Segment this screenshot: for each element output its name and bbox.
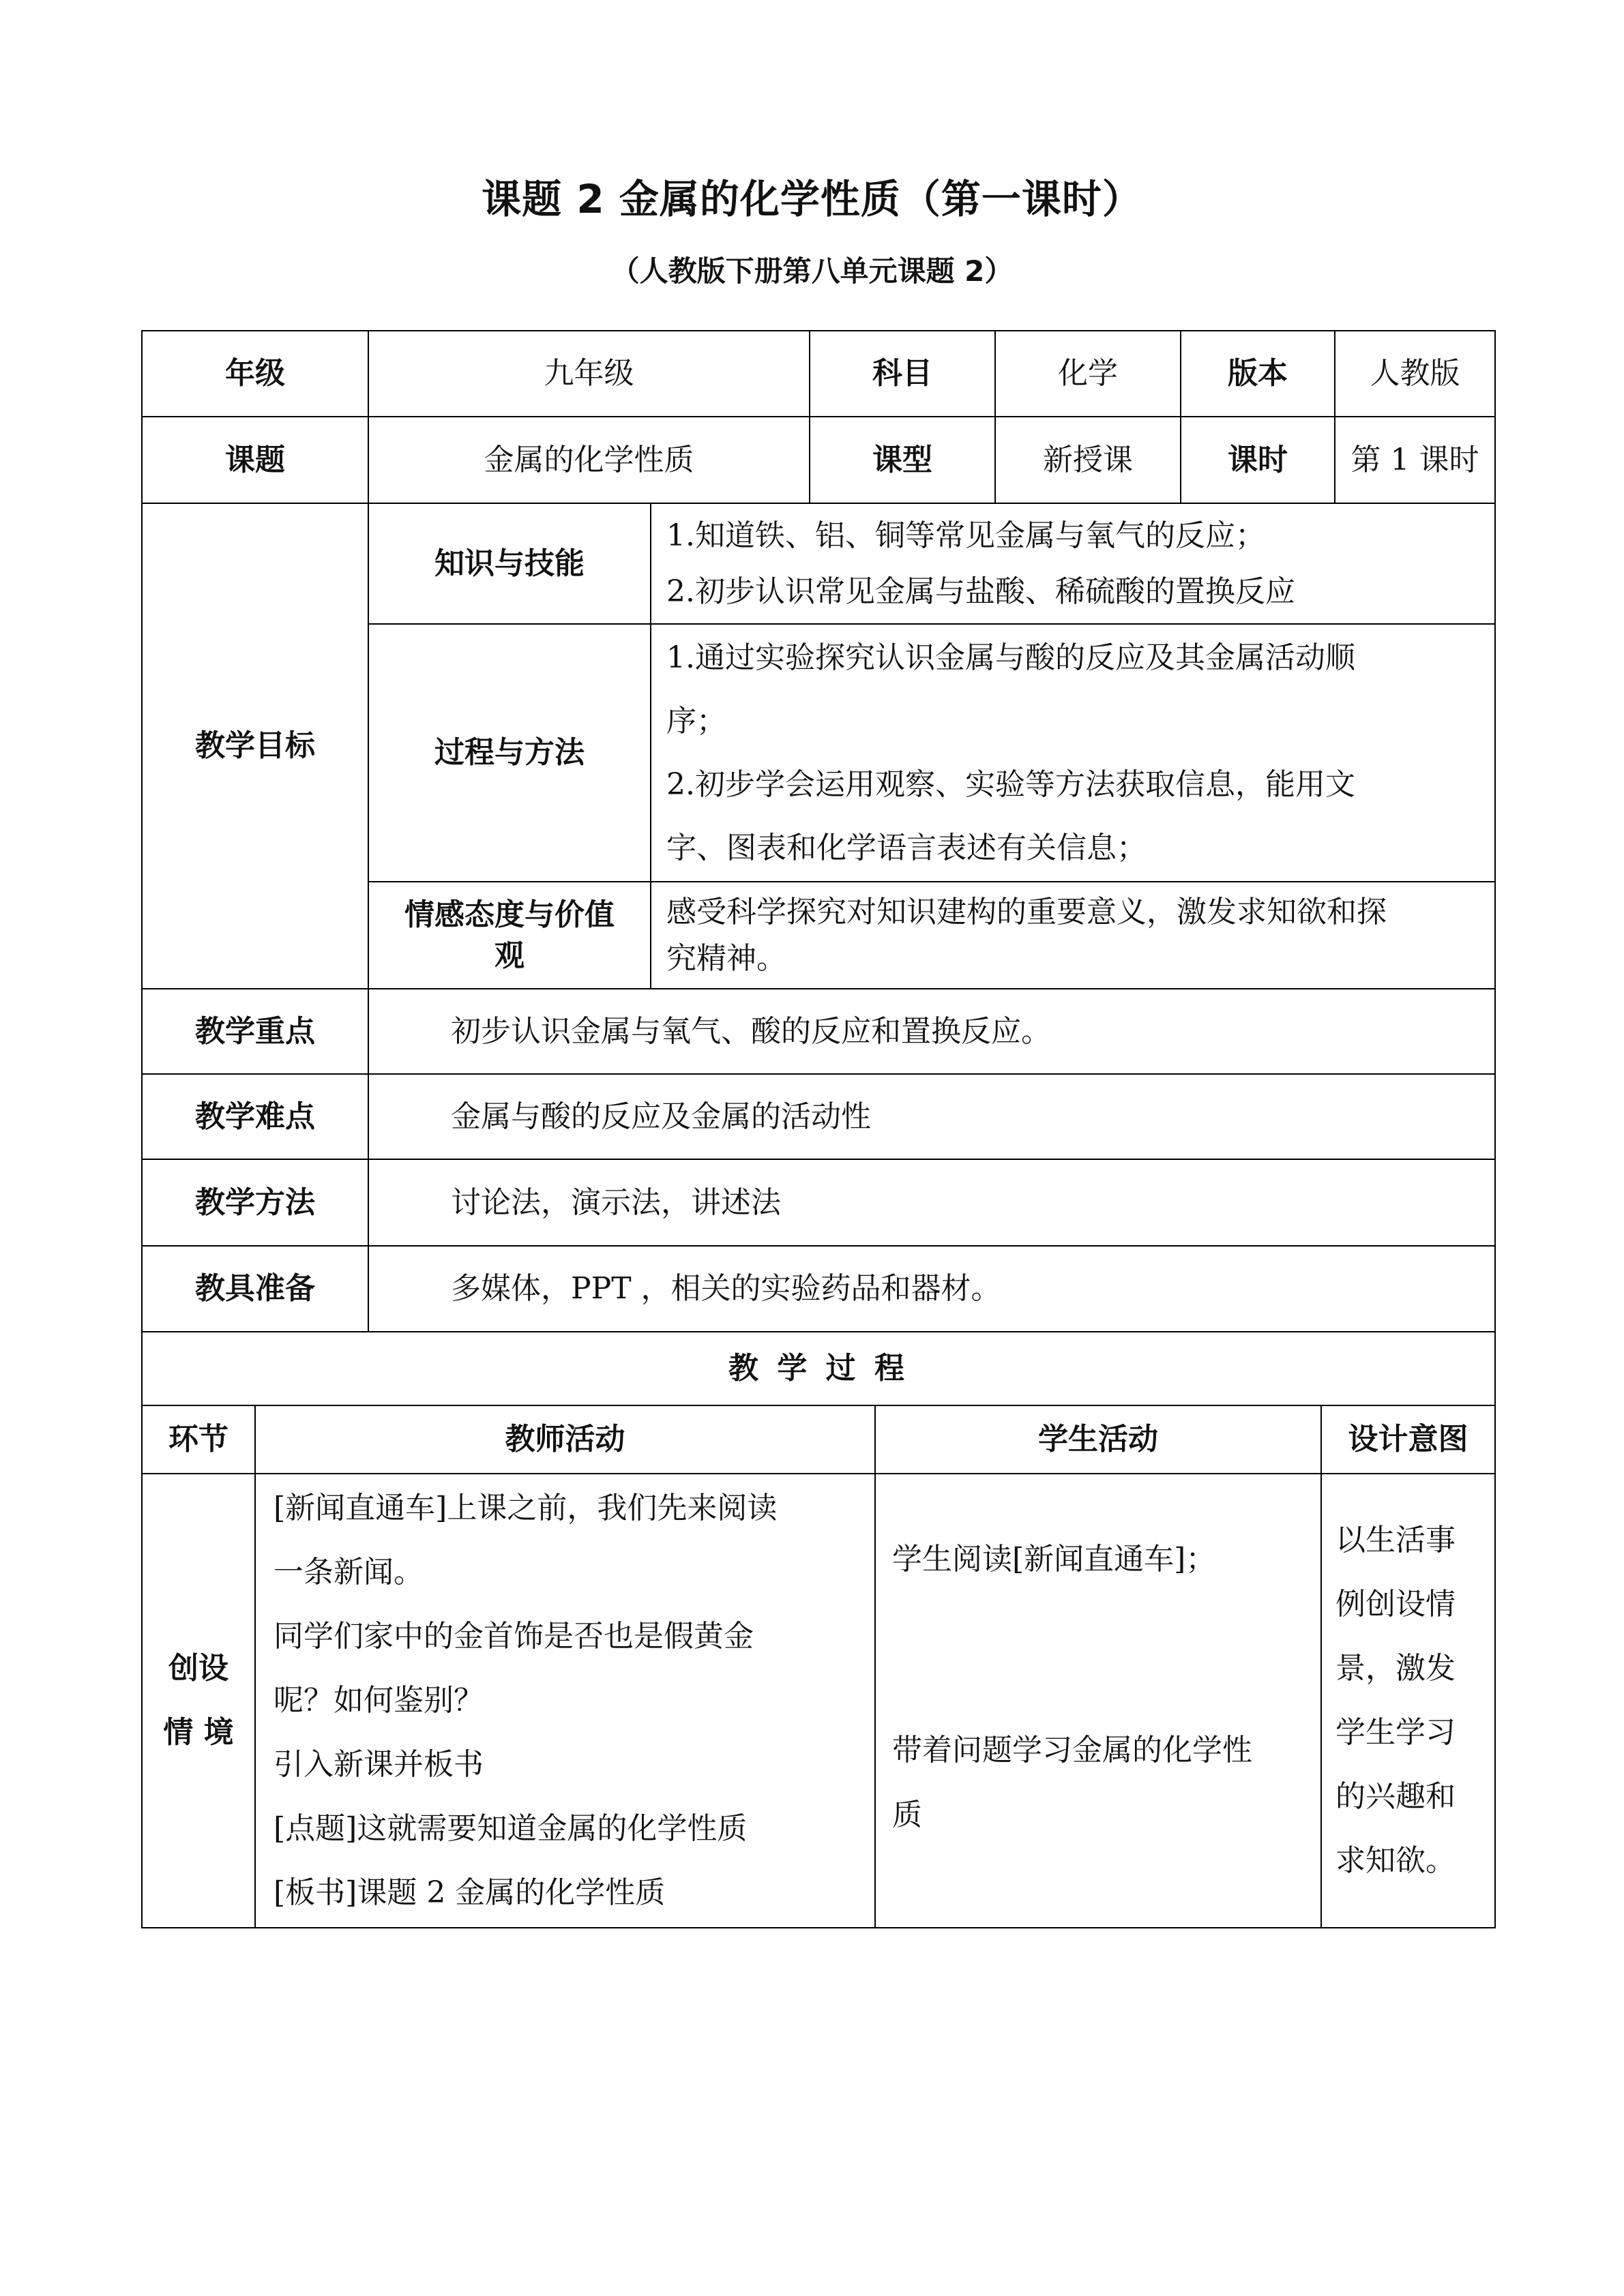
student-line: 带着问题学习金属的化学性 bbox=[892, 1733, 1252, 1768]
subject-label: 科目 bbox=[809, 330, 996, 417]
process-content bbox=[650, 623, 1496, 882]
stage-line: 创设 bbox=[168, 1651, 228, 1686]
emotion-label-line: 观 bbox=[494, 938, 525, 973]
teacher-line: 一条新闻。 bbox=[274, 1555, 424, 1590]
method-value: 讨论法，演示法，讲述法 bbox=[368, 1159, 1496, 1247]
key-point-label: 教学重点 bbox=[141, 988, 369, 1075]
emotion-line: 感受科学探究对知识建构的重要意义，激发求知欲和探 bbox=[666, 895, 1387, 930]
teacher-header: 教师活动 bbox=[254, 1405, 876, 1474]
method-label: 教学方法 bbox=[141, 1159, 369, 1247]
objectives-label: 教学目标 bbox=[141, 503, 369, 989]
teacher-cell bbox=[254, 1473, 876, 1928]
student-header: 学生活动 bbox=[874, 1405, 1322, 1474]
key-point-value: 初步认识金属与氧气、酸的反应和置换反应。 bbox=[368, 988, 1496, 1075]
process-label: 过程与方法 bbox=[368, 623, 651, 882]
knowledge-content bbox=[650, 503, 1496, 625]
intent-line: 以生活事 bbox=[1335, 1523, 1456, 1557]
topic-value: 金属的化学性质 bbox=[368, 416, 810, 504]
topic-label: 课题 bbox=[141, 416, 369, 504]
teacher-line: [板书]课题 2 金属的化学性质 bbox=[274, 1875, 666, 1910]
intent-line: 景，激发 bbox=[1335, 1651, 1456, 1686]
tools-label: 教具准备 bbox=[141, 1245, 369, 1332]
grade-value: 九年级 bbox=[368, 330, 810, 417]
intent-line: 学生学习 bbox=[1335, 1715, 1456, 1750]
type-value: 新授课 bbox=[994, 416, 1181, 504]
process-line: 序； bbox=[666, 704, 726, 739]
teacher-line: 引入新课并板书 bbox=[274, 1747, 484, 1782]
period-value: 第 1 课时 bbox=[1334, 416, 1496, 504]
teacher-line: 呢？如何鉴别？ bbox=[274, 1683, 484, 1718]
intent-line: 的兴趣和 bbox=[1335, 1779, 1456, 1814]
emotion-content bbox=[650, 881, 1496, 989]
intent-header: 设计意图 bbox=[1320, 1405, 1496, 1474]
edition-label: 版本 bbox=[1180, 330, 1335, 417]
process-line: 2.初步学会运用观察、实验等方法获取信息，能用文 bbox=[666, 767, 1355, 802]
page-title: 课题 2 金属的化学性质（第一课时） bbox=[482, 176, 1142, 222]
emotion-label-line: 情感态度与价值 bbox=[404, 897, 615, 933]
stage-header: 环节 bbox=[141, 1405, 256, 1474]
grade-label: 年级 bbox=[141, 330, 369, 417]
stage-cell bbox=[141, 1473, 256, 1928]
process-header: 教 学 过 程 bbox=[141, 1331, 1496, 1406]
intent-line: 求知欲。 bbox=[1335, 1843, 1456, 1878]
difficulty-value: 金属与酸的反应及金属的活动性 bbox=[368, 1073, 1496, 1160]
difficulty-label: 教学难点 bbox=[141, 1073, 369, 1160]
stage-line: 情 境 bbox=[163, 1715, 234, 1750]
emotion-line: 究精神。 bbox=[666, 940, 786, 976]
knowledge-line: 1.知道铁、铝、铜等常见金属与氧气的反应； bbox=[666, 518, 1265, 554]
teacher-line: [点题]这就需要知道金属的化学性质 bbox=[274, 1811, 748, 1846]
process-line: 1.通过实验探究认识金属与酸的反应及其金属活动顺 bbox=[666, 640, 1355, 675]
student-cell bbox=[874, 1473, 1322, 1928]
period-label: 课时 bbox=[1180, 416, 1335, 504]
intent-line: 例创设情 bbox=[1335, 1587, 1456, 1622]
edition-value: 人教版 bbox=[1334, 330, 1496, 417]
page-subtitle: （人教版下册第八单元课题 2） bbox=[610, 254, 1014, 288]
student-line: 学生阅读[新闻直通车]； bbox=[892, 1542, 1216, 1577]
teacher-line: [新闻直通车]上课之前，我们先来阅读 bbox=[274, 1491, 778, 1525]
type-label: 课型 bbox=[809, 416, 996, 504]
process-line: 字、图表和化学语言表述有关信息； bbox=[666, 831, 1147, 865]
emotion-label bbox=[368, 881, 651, 989]
tools-value: 多媒体，PPT ，相关的实验药品和器材。 bbox=[368, 1245, 1496, 1332]
knowledge-label: 知识与技能 bbox=[368, 503, 651, 625]
teacher-line: 同学们家中的金首饰是否也是假黄金 bbox=[274, 1619, 754, 1654]
subject-value: 化学 bbox=[994, 330, 1181, 417]
student-line: 质 bbox=[892, 1798, 922, 1832]
intent-cell bbox=[1320, 1473, 1496, 1928]
knowledge-line: 2.初步认识常见金属与盐酸、稀硫酸的置换反应 bbox=[666, 573, 1295, 609]
